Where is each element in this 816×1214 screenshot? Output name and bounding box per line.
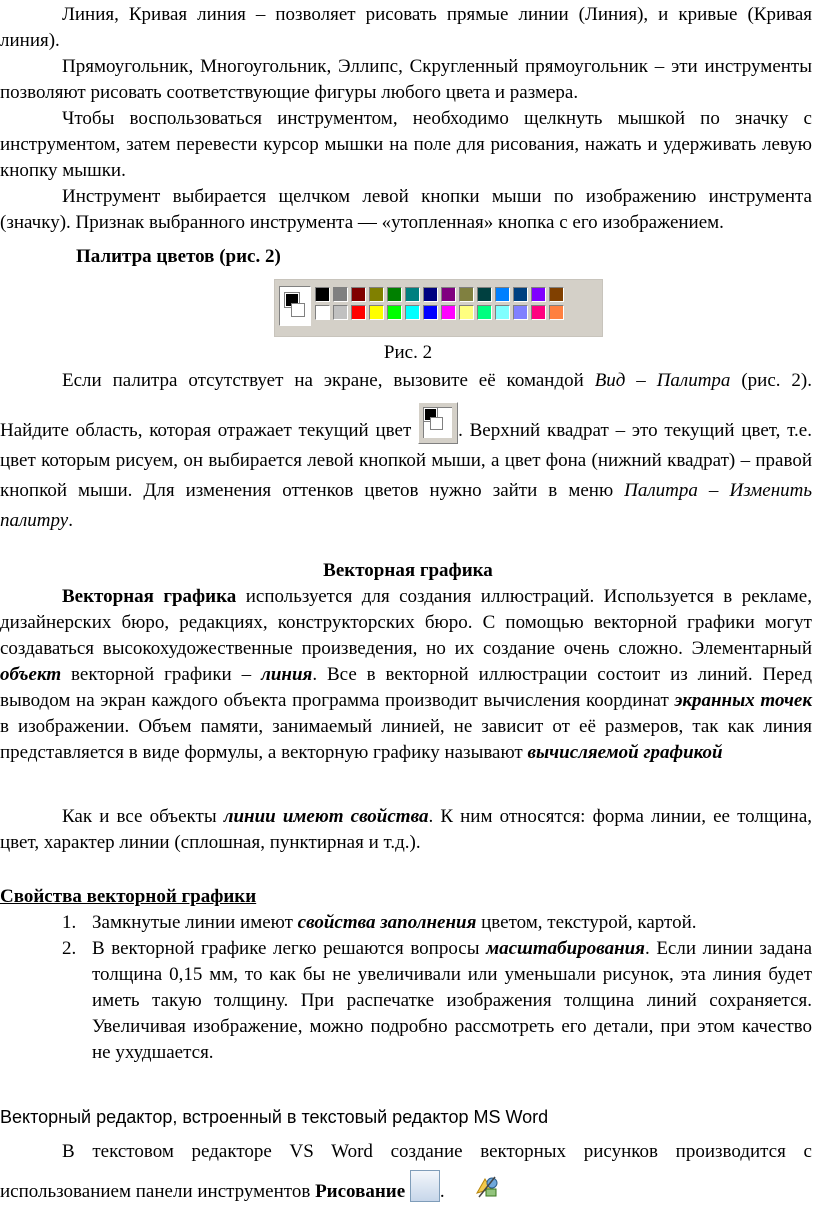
term-drawing-toolbar: Рисование: [315, 1181, 406, 1202]
term-computed-graphics: вычисляемой графикой: [527, 742, 723, 763]
palette-color-swatch[interactable]: [459, 305, 474, 320]
term-line: линия: [261, 664, 313, 685]
word-editor-heading: Векторный редактор, встроенный в текстовый редактор MS Word: [0, 1107, 549, 1127]
palette-color-swatch[interactable]: [333, 287, 348, 302]
list-number: 2.: [62, 938, 77, 959]
term-vector-graphics: Векторная графика: [62, 586, 237, 607]
text-run: цветом, текстурой, картой.: [476, 912, 697, 933]
palette-color-swatch[interactable]: [495, 305, 510, 320]
palette-color-swatch[interactable]: [477, 287, 492, 302]
drawing-toolbar-icon: [410, 1170, 440, 1202]
palette-color-swatch[interactable]: [315, 305, 330, 320]
paragraph-palette-command: [0, 368, 812, 394]
text-run: . Все в векторной иллюстрации состоит из линий. Перед выводом на экран каждого объекта программа производит вычисления координат: [0, 664, 812, 711]
list-item: [0, 936, 812, 1066]
paragraph-text: Линия, Кривая линия – позволяет рисовать прямые линии (Линия), и кривые (Кривая линия).: [0, 4, 812, 51]
palette-color-swatch[interactable]: [405, 305, 420, 320]
palette-color-swatch[interactable]: [387, 305, 402, 320]
palette-color-swatch[interactable]: [513, 305, 528, 320]
palette-color-swatch[interactable]: [423, 305, 438, 320]
palette-color-swatch[interactable]: [423, 287, 438, 302]
list-item: [0, 910, 812, 936]
paragraph-lines: [0, 2, 812, 54]
paragraph-shapes: [0, 54, 812, 106]
paragraph-text: Прямоугольник, Многоугольник, Эллипс, Скругленный прямоугольник – эти инструменты позволяют рисовать соответствующие фигуры любого цвета и размера.: [0, 56, 812, 103]
text-run: . Верхний квадрат – это текущий цвет, т.е. цвет которым рисуем, он выбирается левой кнопкой мыши, а цвет фона (нижний квадрат) – правой кнопкой мыши. Для изменения оттенков цветов нужно зайти в меню: [0, 420, 812, 501]
palette-heading: Палитра цветов (рис. 2): [76, 246, 281, 267]
term-lines-have-properties: линии имеют свойства: [223, 806, 429, 827]
palette-color-swatch[interactable]: [441, 287, 456, 302]
palette-color-swatch[interactable]: [351, 305, 366, 320]
list-number: 1.: [62, 912, 77, 933]
color-palette-figure: [274, 279, 603, 337]
palette-color-swatch[interactable]: [369, 287, 384, 302]
text-run: Если палитра отсутствует на экране, вызовите её командой: [62, 370, 595, 391]
palette-color-swatch[interactable]: [405, 287, 420, 302]
term-scaling: масштабирования: [486, 938, 645, 959]
text-run: в изображении. Объем памяти, занимаемый линией, не зависит от её размеров, так как линия представляется в виде формулы, а векторную графику называют: [0, 716, 812, 763]
vector-graphics-heading: Векторная графика: [323, 560, 493, 581]
paragraph-text: Инструмент выбирается щелчком левой кнопки мыши по изображению инструмента (значку). Признак выбранного инструмента — «утопленная» кнопка с его изображением.: [0, 186, 812, 233]
text-run: В векторной графике легко решаются вопросы: [92, 938, 487, 959]
palette-color-swatch[interactable]: [477, 305, 492, 320]
palette-color-swatch[interactable]: [441, 305, 456, 320]
paragraph-current-color: [0, 402, 812, 536]
palette-color-swatch[interactable]: [549, 305, 564, 320]
paragraph-line-properties: [0, 804, 812, 856]
palette-color-swatch[interactable]: [549, 287, 564, 302]
figure-caption: Рис. 2: [383, 342, 433, 363]
palette-color-swatch[interactable]: [495, 287, 510, 302]
palette-color-swatch[interactable]: [333, 305, 348, 320]
text-run: векторной графики –: [61, 664, 262, 685]
palette-color-swatch[interactable]: [459, 287, 474, 302]
palette-color-swatch[interactable]: [531, 305, 546, 320]
palette-color-swatch[interactable]: [369, 305, 384, 320]
text-run: используется для создания иллюстраций. Используется в рекламе, дизайнерских бюро, редакциях, конструкторских бюро. С помощью векторной графики могут создаваться высокохудожественные произведения, но их создание очень сложно. Элементарный: [0, 586, 812, 659]
term-fill-properties: свойства заполнения: [297, 912, 477, 933]
text-run: . К ним относятся: форма линии, ее толщина, цвет, характер линии (сплошная, пунктирная и т.д.).: [0, 806, 813, 853]
palette-color-swatch[interactable]: [315, 287, 330, 302]
current-background-swatch: [291, 303, 305, 317]
text-run: . Если линии задана толщина 0,15 мм, то как бы не увеличивали или уменьшали рисунок, эта линия будет иметь такую толщину. При распечатке изображения толщина линий сохраняется. Увеличивая изображение, можно подробно рассмотреть его детали, при этом качество не ухудшается.: [92, 938, 812, 1063]
paragraph-tool-usage: [0, 106, 812, 184]
current-color-box[interactable]: [279, 286, 311, 326]
paragraph-word-drawing: [0, 1134, 812, 1210]
paragraph-text: Чтобы воспользоваться инструментом, необходимо щелкнуть мышкой по значку с инструментом, затем перевести курсор мышки на поле для рисования, нажать и удерживать левую кнопку мышки.: [0, 108, 812, 181]
palette-color-swatch[interactable]: [513, 287, 528, 302]
vector-properties-list: [0, 910, 812, 1066]
palette-color-swatch[interactable]: [387, 287, 402, 302]
text-run: .: [439, 1181, 445, 1202]
paragraph-tool-select: [0, 184, 812, 236]
text-run: Как и все объекты: [62, 806, 224, 827]
term-object: объект: [0, 664, 62, 685]
palette-color-swatch[interactable]: [351, 287, 366, 302]
paragraph-vector-graphics: [0, 584, 812, 766]
palette-swatches: [315, 287, 564, 320]
menu-path-view-palette: Вид – Палитра: [594, 370, 731, 391]
palette-color-swatch[interactable]: [531, 287, 546, 302]
vector-properties-heading: Свойства векторной графики: [0, 886, 257, 907]
text-run: Найдите область, которая отражает текущий цвет: [0, 420, 419, 441]
current-color-icon: [418, 402, 458, 444]
text-run: (рис. 2).: [730, 370, 812, 391]
menu-path-edit-palette: Палитра – Изменить палитру: [0, 480, 812, 531]
text-run: В текстовом редакторе VS Word создание векторных рисунков производится с использованием панели инструментов: [0, 1141, 812, 1202]
term-screen-points: экранных точек: [674, 690, 812, 711]
text-run: .: [68, 510, 73, 531]
text-run: Замкнутые линии имеют: [92, 912, 298, 933]
